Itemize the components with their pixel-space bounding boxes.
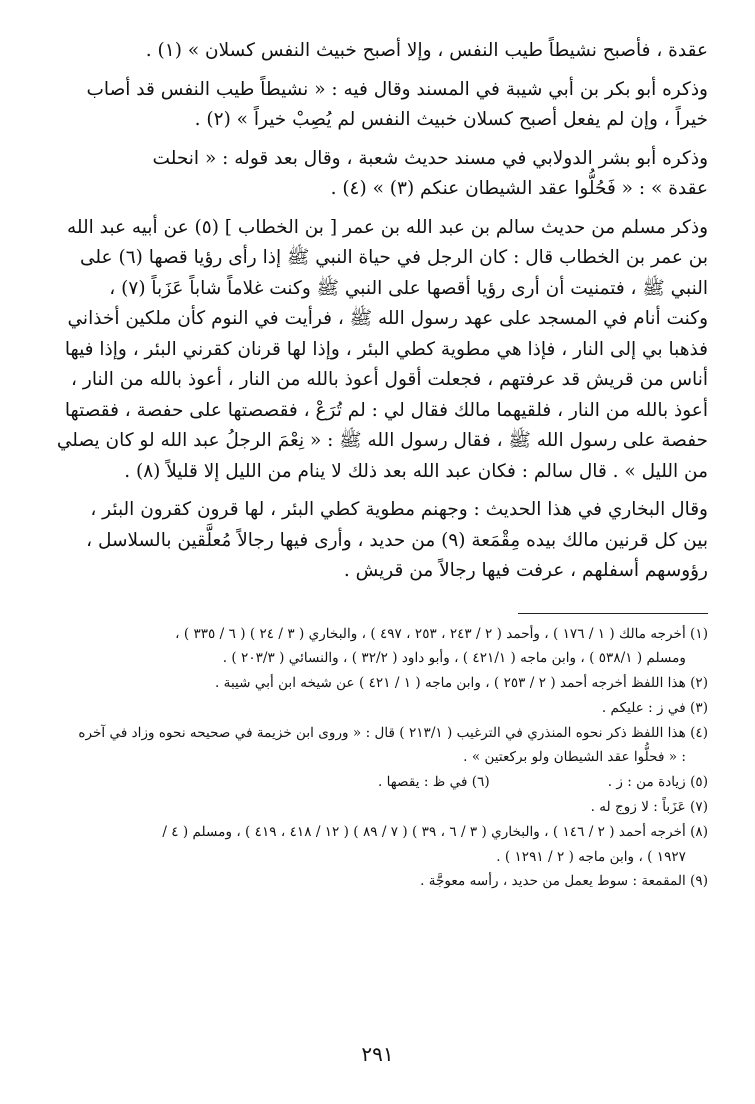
text-line: وذكر مسلم من حديث سالم بن عبد الله بن عمر [ بن الخطاب ] (٥) عن أبيه عبد الله bbox=[66, 216, 708, 238]
footnote-5: (٥) زيادة من : ز . bbox=[607, 774, 708, 791]
page-number: ٢٩١ bbox=[361, 1042, 394, 1066]
paragraph-3 bbox=[88, 144, 708, 205]
text-line: وكنت أنام في المسجد على عهد رسول الله ﷺ ، فرأيت في النوم كأن ملكين أخذاني bbox=[67, 308, 708, 329]
footnote-4: (٤) هذا اللفظ ذكر نحوه المنذري في الترغيب ( ٢١٣/١ ) قال : « وروى ابن خزيمة في صحيحه نحوه وزاد في آخره bbox=[78, 724, 708, 741]
text-line: وذكره أبو بكر بن أبي شيبة في المسند وقال فيه : « نشيطاً طيب النفس قد أصاب bbox=[86, 78, 708, 100]
paragraph-4 bbox=[56, 213, 708, 488]
footnote-4-continued: : « فحلُّوا عقد الشيطان ولو بركعتين » . bbox=[463, 749, 686, 766]
footnote-7: (٧) عَزَباً : لا زوج له . bbox=[590, 799, 708, 816]
footnote-6: (٦) في ظ : يقصها . bbox=[378, 774, 490, 791]
text-line: بين كل قرنين مالك بيده مِقْمَعة (٩) من حديد ، وأرى فيها رجالاً مُعلَّقين بالسلاسل ، bbox=[86, 529, 708, 551]
footnote-8-continued: ١٩٢٧ ) ، وابن ماجه ( ٢ / ١٢٩١ ) . bbox=[496, 848, 686, 865]
text-line: عقدة ، فأصبح نشيطاً طيب النفس ، وإلا أصبح خبيث النفس كسلان » (١) . bbox=[145, 40, 708, 61]
text-line: فذهبا بي إلى النار ، فإذا هي مطوية كطي البئر ، وإذا لها قرنان كقرني البئر ، وإذا فيها bbox=[64, 338, 708, 360]
footnote-1: (١) أخرجه مالك ( ١ / ١٧٦ ) ، وأحمد ( ٢ / ٢٤٣ ، ٢٥٣ ، ٤٩٧ ) ، والبخاري ( ٣ / ٢٤ ) ( ٦ / ٣٣٥ ) ، bbox=[175, 625, 708, 642]
paragraph-5 bbox=[88, 495, 708, 587]
paragraph-1 bbox=[88, 36, 708, 67]
text-line: وذكره أبو بشر الدولابي في مسند حديث شعبة ، وقال بعد قوله : « انحلت bbox=[152, 147, 708, 169]
text-line: أناس من قريش قد عرفتهم ، فجعلت أقول أعوذ بالله من النار ، أعوذ بالله من النار ، bbox=[71, 369, 708, 390]
text-line: أعوذ بالله من النار ، فلقيهما مالك فقال لي : لم تُرَعْ ، فقصصتها على حفصة ، فقصتها bbox=[64, 399, 708, 421]
page-body bbox=[56, 36, 708, 894]
footnote-2: (٢) هذا اللفظ أخرجه أحمد ( ٢ / ٢٥٣ ) ، وابن ماجه ( ١ / ٤٢١ ) عن شيخه ابن أبي شيبة . bbox=[215, 675, 708, 692]
text-line: خيراً ، وإن لم يفعل أصبح كسلان خبيث النفس لم يُصِبْ خيراً » (٢) . bbox=[194, 109, 708, 130]
text-line: من الليل » . قال سالم : فكان عبد الله بعد ذلك لا ينام من الليل إلا قليلاً (٨) . bbox=[124, 460, 708, 482]
text-line: حفصة على رسول الله ﷺ ، فقال رسول الله ﷺ : « نِعْمَ الرجلُ عبد الله لو كان يصلي bbox=[56, 430, 708, 451]
footnote-pair bbox=[378, 770, 708, 795]
text-line: بن عمر بن الخطاب قال : كان الرجل في حياة النبي ﷺ إذا رأى رؤيا قصها (٦) على bbox=[80, 247, 708, 268]
text-line: عقدة » : « فَحُلُّوا عقد الشيطان عنكم (٣) » (٤) . bbox=[330, 178, 708, 199]
text-line: رؤوسهم أسفلهم ، عرفت فيها رجالاً من قريش . bbox=[343, 560, 708, 581]
footnote-1-continued: ومسلم ( ٥٣٨/١ ) ، وابن ماجه ( ٤٢١/١ ) ، وأبو داود ( ٣٢/٢ ) ، والنسائي ( ٢٠٣/٣ ) . bbox=[222, 650, 686, 667]
footnote-3: (٣) في ز : عليكم . bbox=[601, 699, 708, 716]
text-line: وقال البخاري في هذا الحديث : وجهنم مطوية كطي البئر ، لها قرون كقرون البئر ، bbox=[90, 499, 708, 520]
footnote-9: (٩) المقمعة : سوط يعمل من حديد ، رأسه معوجَّة . bbox=[420, 873, 708, 890]
footnotes bbox=[78, 622, 708, 895]
text-line: النبي ﷺ ، فتمنيت أن أرى رؤيا أقصها على النبي ﷺ وكنت غلاماً شاباً عَزَباً (٧) ، bbox=[109, 277, 708, 299]
footnote-8: (٨) أخرجه أحمد ( ٢ / ١٤٦ ) ، والبخاري ( ٣ / ٦ ، ٣٩ ) ( ٧ / ٨٩ ) ( ١٢ / ٤١٨ ، ٤١٩ ) ، ومسلم ( ٤ / bbox=[162, 823, 708, 840]
paragraph-2 bbox=[88, 75, 708, 136]
footnote-divider bbox=[518, 613, 708, 614]
